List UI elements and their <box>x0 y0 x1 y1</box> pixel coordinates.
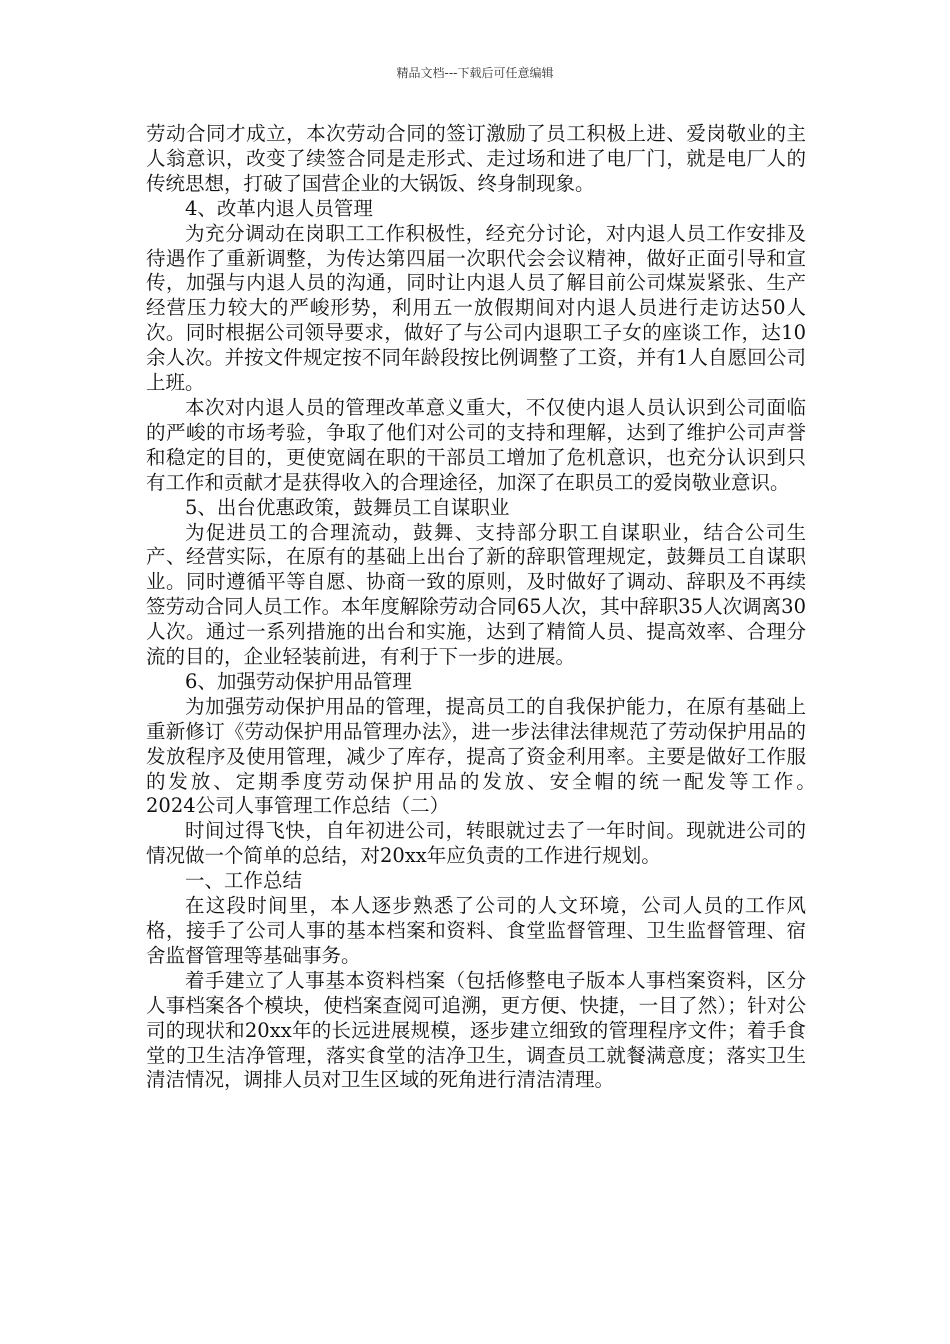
paragraph: 为充分调动在岗职工工作积极性，经充分讨论，对内退人员工作安排及待遇作了重新调整，为传达第四届一次职代会会议精神，做好正面引导和宣传，加强与内退人员的沟通，同时让内退人员了解目前公司煤炭紧张、生产经营压力较大的严峻形势，利用五一放假期间对内退人员进行走访达50人次。同时根据公司领导要求，做好了与公司内退职工子女的座谈工作，达10余人次。并按文件规定按不同年龄段按比例调整了工资，并有1人自愿回公司上班。 <box>146 221 806 395</box>
document-body <box>146 122 846 1093</box>
paragraph: 4、改革内退人员管理 <box>185 196 373 220</box>
paragraph: 着手建立了人事基本资料档案（包括修整电子版本人事档案资料，区分人事档案各个模块，使档案查阅可追溯，更方便、快捷，一目了然）；针对公司的现状和20xx年的长远进展规模，逐步建立细致的管理程序文件；着手食堂的卫生洁净管理，落实食堂的洁净卫生，调查员工就餐满意度；落实卫生清洁情况，调排人员对卫生区域的死角进行清洁清理。 <box>146 968 806 1092</box>
paragraph: 本次对内退人员的管理改革意义重大，不仅使内退人员认识到公司面临的严峻的市场考验，争取了他们对公司的支持和理解，达到了维护公司声誉和稳定的目的，更使宽阔在职的干部员工增加了危机意识，也充分认识到只有工作和贡献才是获得收入的合理途径，加深了在职员工的爱岗敬业意识。 <box>146 395 806 494</box>
paragraph: 为加强劳动保护用品的管理，提高员工的自我保护能力，在原有基础上重新修订《劳动保护用品管理办法》，进一步法律法律规范了劳动保护用品的发放程序及使用管理，减少了库存，提高了资金利用率。主要是做好工作服的发放、定期季度劳动保护用品的发放、安全帽的统一配发等工作。 2024公司人事管理工作总结（二） <box>146 694 846 818</box>
paragraph: 劳动合同才成立，本次劳动合同的签订激励了员工积极上进、爱岗敬业的主人翁意识，改变了续签合同是走形式、走过场和进了电厂门，就是电厂人的传统思想，打破了国营企业的大锅饭、终身制现象。 <box>146 122 806 195</box>
page-header: 精品文档---下载后可任意编辑 <box>396 66 554 80</box>
paragraph: 5、出台优惠政策，鼓舞员工自谋职业 <box>185 495 510 519</box>
paragraph: 时间过得飞快，自年初进公司，转眼就过去了一年时间。现就进公司的情况做一个简单的总结，对20xx年应负责的工作进行规划。 <box>146 819 806 868</box>
paragraph: 为促进员工的合理流动，鼓舞、支持部分职工自谋职业，结合公司生产、经营实际，在原有的基础上出台了新的辞职管理规定，鼓舞员工自谋职业。同时遵循平等自愿、协商一致的原则，及时做好了调动、辞职及不再续签劳动合同人员工作。本年度解除劳动合同65人次，其中辞职35人次调离30人次。通过一系列措施的出台和实施，达到了精简人员、提高效率、合理分流的目的，企业轻装前进，有利于下一步的进展。 <box>146 520 806 669</box>
paragraph: 在这段时间里，本人逐步熟悉了公司的人文环境，公司人员的工作风格，接手了公司人事的基本档案和资料、食堂监督管理、卫生监督管理、宿舍监督管理等基础事务。 <box>146 894 806 967</box>
paragraph: 一、工作总结 <box>185 869 303 893</box>
paragraph: 6、加强劳动保护用品管理 <box>185 669 412 693</box>
